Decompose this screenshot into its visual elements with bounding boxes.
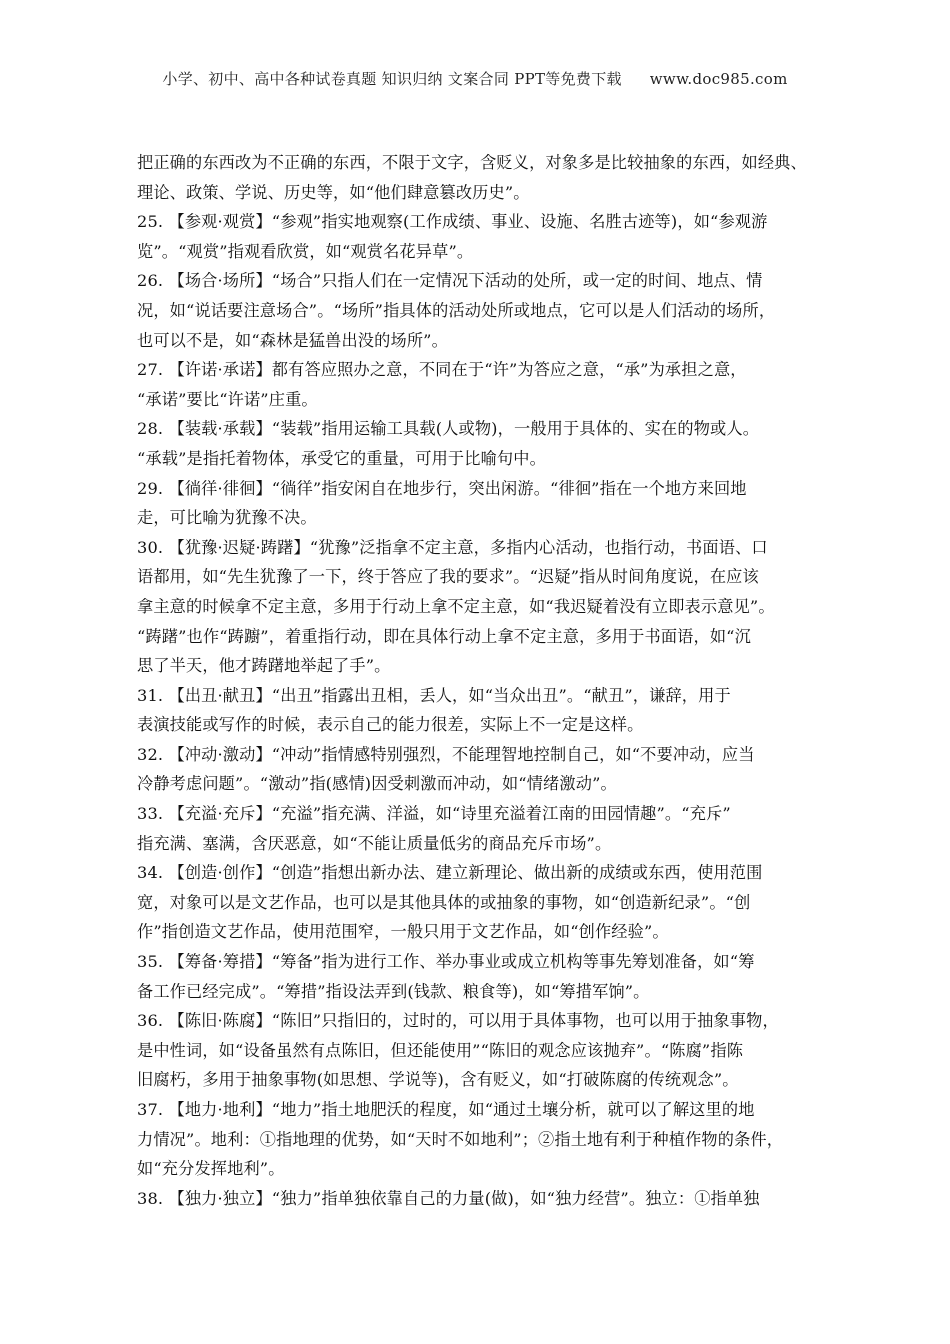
text-line: 35. 【筹备·筹措】“筹备”指为进行工作、举办事业或成立机构等事先筹划准备，如“筹 (137, 952, 755, 972)
text-line: 理论、政策、学说、历史等，如“他们肆意篡改历史”。 (137, 182, 530, 202)
text-line: 备工作已经完成”。“筹措”指设法弄到(钱款、粮食等)，如“筹措军饷”。 (137, 981, 650, 1001)
text-line: 思了半天，他才踌躇地举起了手”。 (137, 656, 391, 676)
header-site-url: www.doc985.com (649, 70, 788, 88)
text-line: 表演技能或写作的时候，表示自己的能力很差，实际上不一定是这样。 (137, 715, 644, 735)
text-line: 冷静考虑问题”。“激动”指(感情)因受刺激而冲动，如“情绪激动”。 (137, 774, 617, 794)
text-line: 37. 【地力·地利】“地力”指土地肥沃的程度，如“通过土壤分析，就可以了解这里的地 (137, 1100, 755, 1119)
header-banner-text: 小学、初中、高中各种试卷真题 知识归纳 文案合同 PPT等免费下载 (162, 70, 622, 88)
text-line: 力情况”。地利：①指地理的优势，如“天时不如地利”；②指土地有利于种植作物的条件， (137, 1129, 784, 1149)
text-line: 指充满、塞满，含厌恶意，如“不能让质量低劣的商品充斥市场”。 (137, 833, 612, 853)
text-line: 宽，对象可以是文艺作品，也可以是其他具体的或抽象的事物，如“创造新纪录”。“创 (137, 892, 751, 912)
text-line: 34. 【创造·创作】“创造”指想出新办法、建立新理论、做出新的成绩或东西，使用范围 (137, 863, 763, 883)
text-line: 33. 【充溢·充斥】“充溢”指充满、洋溢，如“诗里充溢着江南的田园情趣”。“充斥” (137, 804, 731, 824)
text-line: 36. 【陈旧·陈腐】“陈旧”只指旧的，过时的，可以用于具体事物，也可以用于抽象事物， (137, 1011, 779, 1031)
text-line: 30. 【犹豫·迟疑·踌躇】“犹豫”泛指拿不定主意，多指内心活动，也指行动，书面语、口 (137, 537, 768, 557)
text-line: 31. 【出丑·献丑】“出丑”指露出丑相，丢人，如“当众出丑”。“献丑”，谦辞，用于 (137, 685, 731, 705)
text-line: 把正确的东西改为不正确的东西，不限于文字，含贬义，对象多是比较抽象的东西，如经典、 (137, 153, 807, 172)
text-line: 28. 【装载·承载】“装载”指用运输工具载(人或物)，一般用于具体的、实在的物或人。 (137, 419, 760, 439)
text-line: 旧腐朽，多用于抽象事物(如思想、学说等)，含有贬义，如“打破陈腐的传统观念”。 (137, 1070, 739, 1090)
text-line: 25. 【参观·观赏】“参观”指实地观察(工作成绩、事业、设施、名胜古迹等)，如“参观游 (137, 212, 768, 232)
text-line: 29. 【徜徉·徘徊】“徜徉”指安闲自在地步行，突出闲游。“徘徊”指在一个地方来回地 (137, 478, 747, 498)
text-line: 也可以不是，如“森林是猛兽出没的场所”。 (137, 330, 448, 350)
text-line: 况，如“说话要注意场合”。“场所”指具体的活动处所或地点，它可以是人们活动的场所， (137, 300, 776, 320)
text-line: 览”。“观赏”指观看欣赏，如“观赏名花异草”。 (137, 241, 474, 261)
text-line: 走，可比喻为犹豫不决。 (137, 508, 317, 528)
text-line: 26. 【场合·场所】“场合”只指人们在一定情况下活动的处所，或一定的时间、地点、情 (137, 271, 763, 291)
text-line: 38. 【独力·独立】“独力”指单独依靠自己的力量(做)，如“独力经营”。独立：①指单独 (137, 1188, 760, 1208)
text-line: “承载”是指托着物体，承受它的重量，可用于比喻句中。 (137, 448, 546, 468)
text-line: 是中性词，如“设备虽然有点陈旧，但还能使用”“陈旧的观念应该抛弃”。“陈腐”指陈 (137, 1040, 744, 1060)
text-line: 32. 【冲动·激动】“冲动”指情感特别强烈，不能理智地控制自己，如“不要冲动，应当 (137, 744, 755, 764)
text-line: 27. 【许诺·承诺】都有答应照办之意，不同在于“许”为答应之意，“承”为承担之意， (137, 360, 747, 380)
text-line: 作”指创造文艺作品，使用范围窄，一般只用于文艺作品，如“创作经验”。 (137, 922, 669, 942)
text-line: 拿主意的时候拿不定主意，多用于行动上拿不定主意，如“我迟疑着没有立即表示意见”。 (137, 596, 775, 616)
text-line: “承诺”要比“许诺”庄重。 (137, 389, 318, 409)
document-body (137, 148, 813, 1213)
text-line: 语都用，如“先生犹豫了一下，终于答应了我的要求”。“迟疑”指从时间角度说，在应该 (137, 567, 759, 587)
text-line: 如“充分发挥地利”。 (137, 1159, 285, 1179)
page-header (0, 68, 950, 89)
text-line: “踌躇”也作“踌躕”，着重指行动，即在具体行动上拿不定主意，多用于书面语，如“沉 (137, 626, 751, 646)
